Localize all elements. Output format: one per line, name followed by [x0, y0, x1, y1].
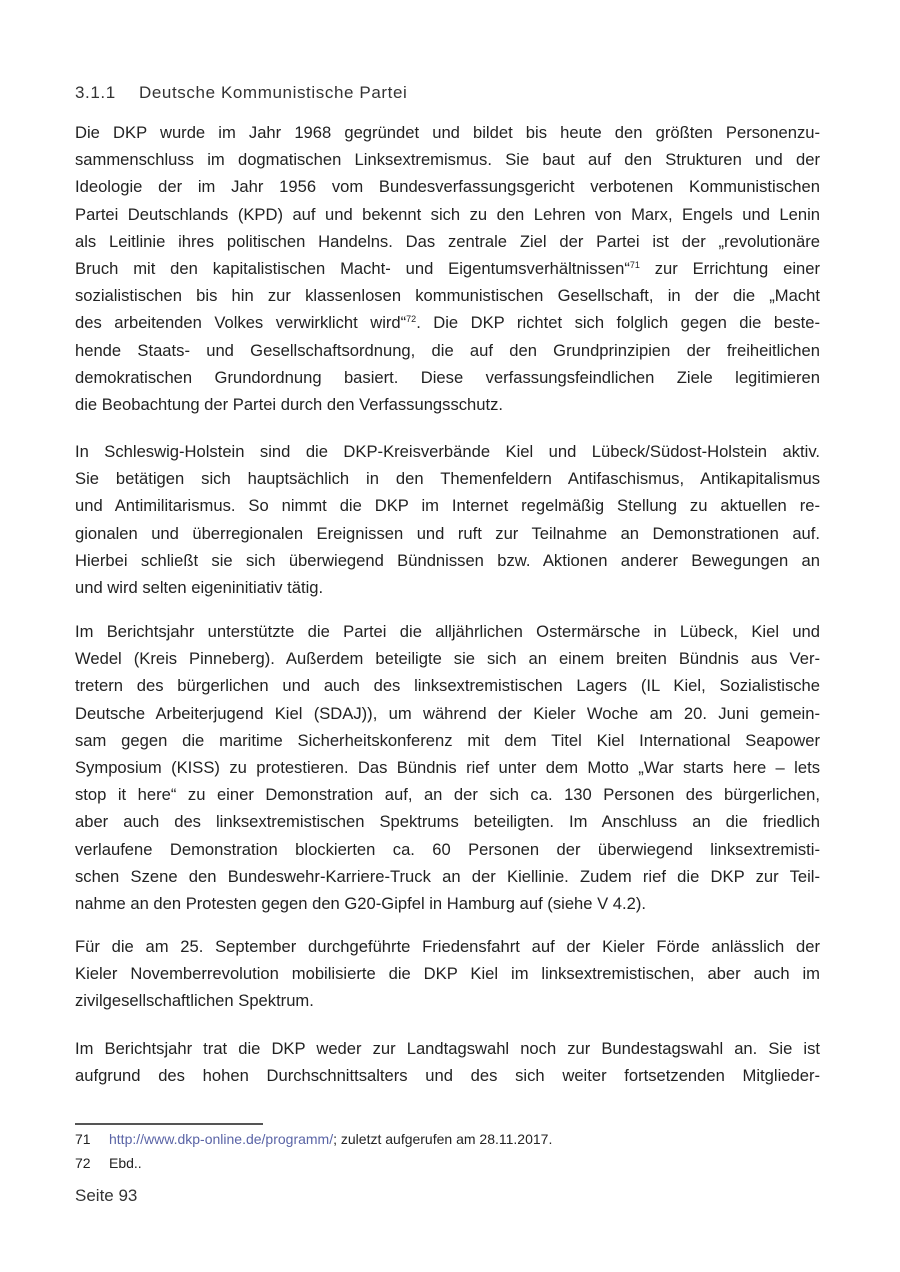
text-line: hende Staats- und Gesellschaftsordnung, die auf den Grundprinzipien der freiheitlichen: [75, 340, 820, 360]
text-line: die Beobachtung der Partei durch den Verfassungsschutz.: [75, 394, 504, 414]
text-line: und wird selten eigeninitiativ tätig.: [75, 577, 324, 597]
footnote-divider: [75, 1123, 263, 1125]
text-line: Wedel (Kreis Pinneberg). Außerdem beteiligte sie sich an einem breiten Bündnis aus Ver-: [75, 649, 820, 669]
text-line: nahme an den Protesten gegen den G20-Gipfel in Hamburg auf (siehe V 4.2).: [75, 893, 646, 913]
text-line: Im Berichtsjahr trat die DKP weder zur Landtagswahl noch zur Bundestagswahl an. Sie ist: [75, 1039, 820, 1058]
text-line: Deutsche Arbeiterjugend Kiel (SDAJ)), um während der Kieler Woche am 20. Juni gemein-: [75, 703, 820, 723]
text-line: Bruch mit den kapitalistischen Macht- und Eigentumsverhältnissen“$^{71}$ zur Errichtung einer: [75, 258, 820, 278]
text-line: Sie betätigen sich hauptsächlich in den Themenfeldern Antifaschismus, Antikapitalismus: [75, 469, 820, 489]
footnote-number: 72: [75, 1155, 91, 1171]
text-line: demokratischen Grundordnung basiert. Diese verfassungsfeindlichen Ziele legitimieren: [75, 367, 820, 387]
section-title: Deutsche Kommunistische Partei: [139, 83, 408, 102]
footnote-link[interactable]: http://www.dkp-online.de/programm/: [109, 1131, 334, 1147]
page-number: Seite 93: [75, 1186, 138, 1205]
paragraph: [75, 933, 820, 1015]
text-line: als Leitlinie ihres politischen Handelns. Das zentrale Ziel der Partei ist der „revolutionäre: [75, 231, 820, 251]
section-heading: [75, 83, 407, 103]
paragraph: [75, 438, 820, 601]
text-line: verlaufene Demonstration blockierten ca. 60 Personen der überwiegend linksextremisti-: [75, 839, 820, 859]
footnote-reference[interactable]: 71: [629, 259, 640, 270]
text-line: Partei Deutschlands (KPD) auf und bekennt sich zu den Lehren von Marx, Engels und Lenin: [75, 204, 820, 224]
text-line: stop it here“ zu einer Demonstration auf, an der sich ca. 130 Personen des bürgerlichen,: [75, 785, 820, 805]
text-line: aber auch des linksextremistischen Spektrums beteiligten. Im Anschluss an die friedlich: [75, 812, 820, 832]
footnote-number: 71: [75, 1131, 91, 1147]
text-line: schen Szene den Bundeswehr-Karriere-Truck an der Kiellinie. Zudem rief die DKP zur Teil-: [75, 866, 820, 886]
paragraph: [75, 618, 820, 917]
text-line: tretern des bürgerlichen und auch des linksextremistischen Lagers (IL Kiel, Sozialistische: [75, 676, 820, 696]
paragraph: [75, 1035, 820, 1089]
text-line: des arbeitenden Volkes verwirklicht wird“$^{72}$. Die DKP richtet sich folglich gegen die beste-: [75, 313, 820, 333]
text-line: gionalen und überregionalen Ereignissen und ruft zur Teilnahme an Demonstrationen auf.: [75, 523, 820, 543]
text-line: sozialistischen bis hin zur klassenlosen kommunistischen Gesellschaft, in der die „Macht: [75, 286, 820, 306]
section-number: 3.1.1: [75, 83, 116, 102]
footnote-71: [75, 1131, 552, 1147]
text-line: Hierbei schließt sie sich überwiegend Bündnissen bzw. Aktionen anderer Bewegungen an: [75, 550, 820, 570]
footnote-reference[interactable]: 72: [406, 314, 417, 325]
text-line: und Antimilitarismus. So nimmt die DKP im Internet regelmäßig Stellung zu aktuellen re-: [75, 496, 820, 516]
text-line: zivilgesellschaftlichen Spektrum.: [75, 991, 314, 1011]
paragraph: [75, 119, 820, 418]
text-line: Kieler Novemberrevolution mobilisierte die DKP Kiel im linksextremistischen, aber auch im: [75, 964, 820, 984]
text-line: sam gegen die maritime Sicherheitskonferenz mit dem Titel Kiel International Seapower: [75, 730, 820, 750]
footnote-text: Ebd..: [109, 1155, 142, 1171]
text-line: aufgrund des hohen Durchschnittsalters und des sich weiter fortsetzenden Mitglieder-: [75, 1066, 820, 1086]
text-line: Für die am 25. September durchgeführte Friedensfahrt auf der Kieler Förde anlässlich der: [75, 937, 820, 956]
footnote-text: ; zuletzt aufgerufen am 28.11.2017.: [333, 1131, 553, 1147]
text-line: Im Berichtsjahr unterstützte die Partei die alljährlichen Ostermärsche in Lübeck, Kiel und: [75, 622, 820, 641]
footnote-72: [75, 1155, 142, 1171]
text-line: Ideologie der im Jahr 1956 vom Bundesverfassungsgericht verbotenen Kommunistischen: [75, 177, 820, 197]
text-line: In Schleswig-Holstein sind die DKP-Kreisverbände Kiel und Lübeck/Südost-Holstein aktiv.: [75, 442, 820, 461]
text-line: Symposium (KISS) zu protestieren. Das Bündnis rief unter dem Motto „War starts here – lets: [75, 757, 820, 777]
text-line: Die DKP wurde im Jahr 1968 gegründet und bildet bis heute den größten Personenzu-: [75, 123, 820, 142]
text-line: sammenschluss im dogmatischen Linksextremismus. Sie baut auf den Strukturen und der: [75, 150, 820, 170]
